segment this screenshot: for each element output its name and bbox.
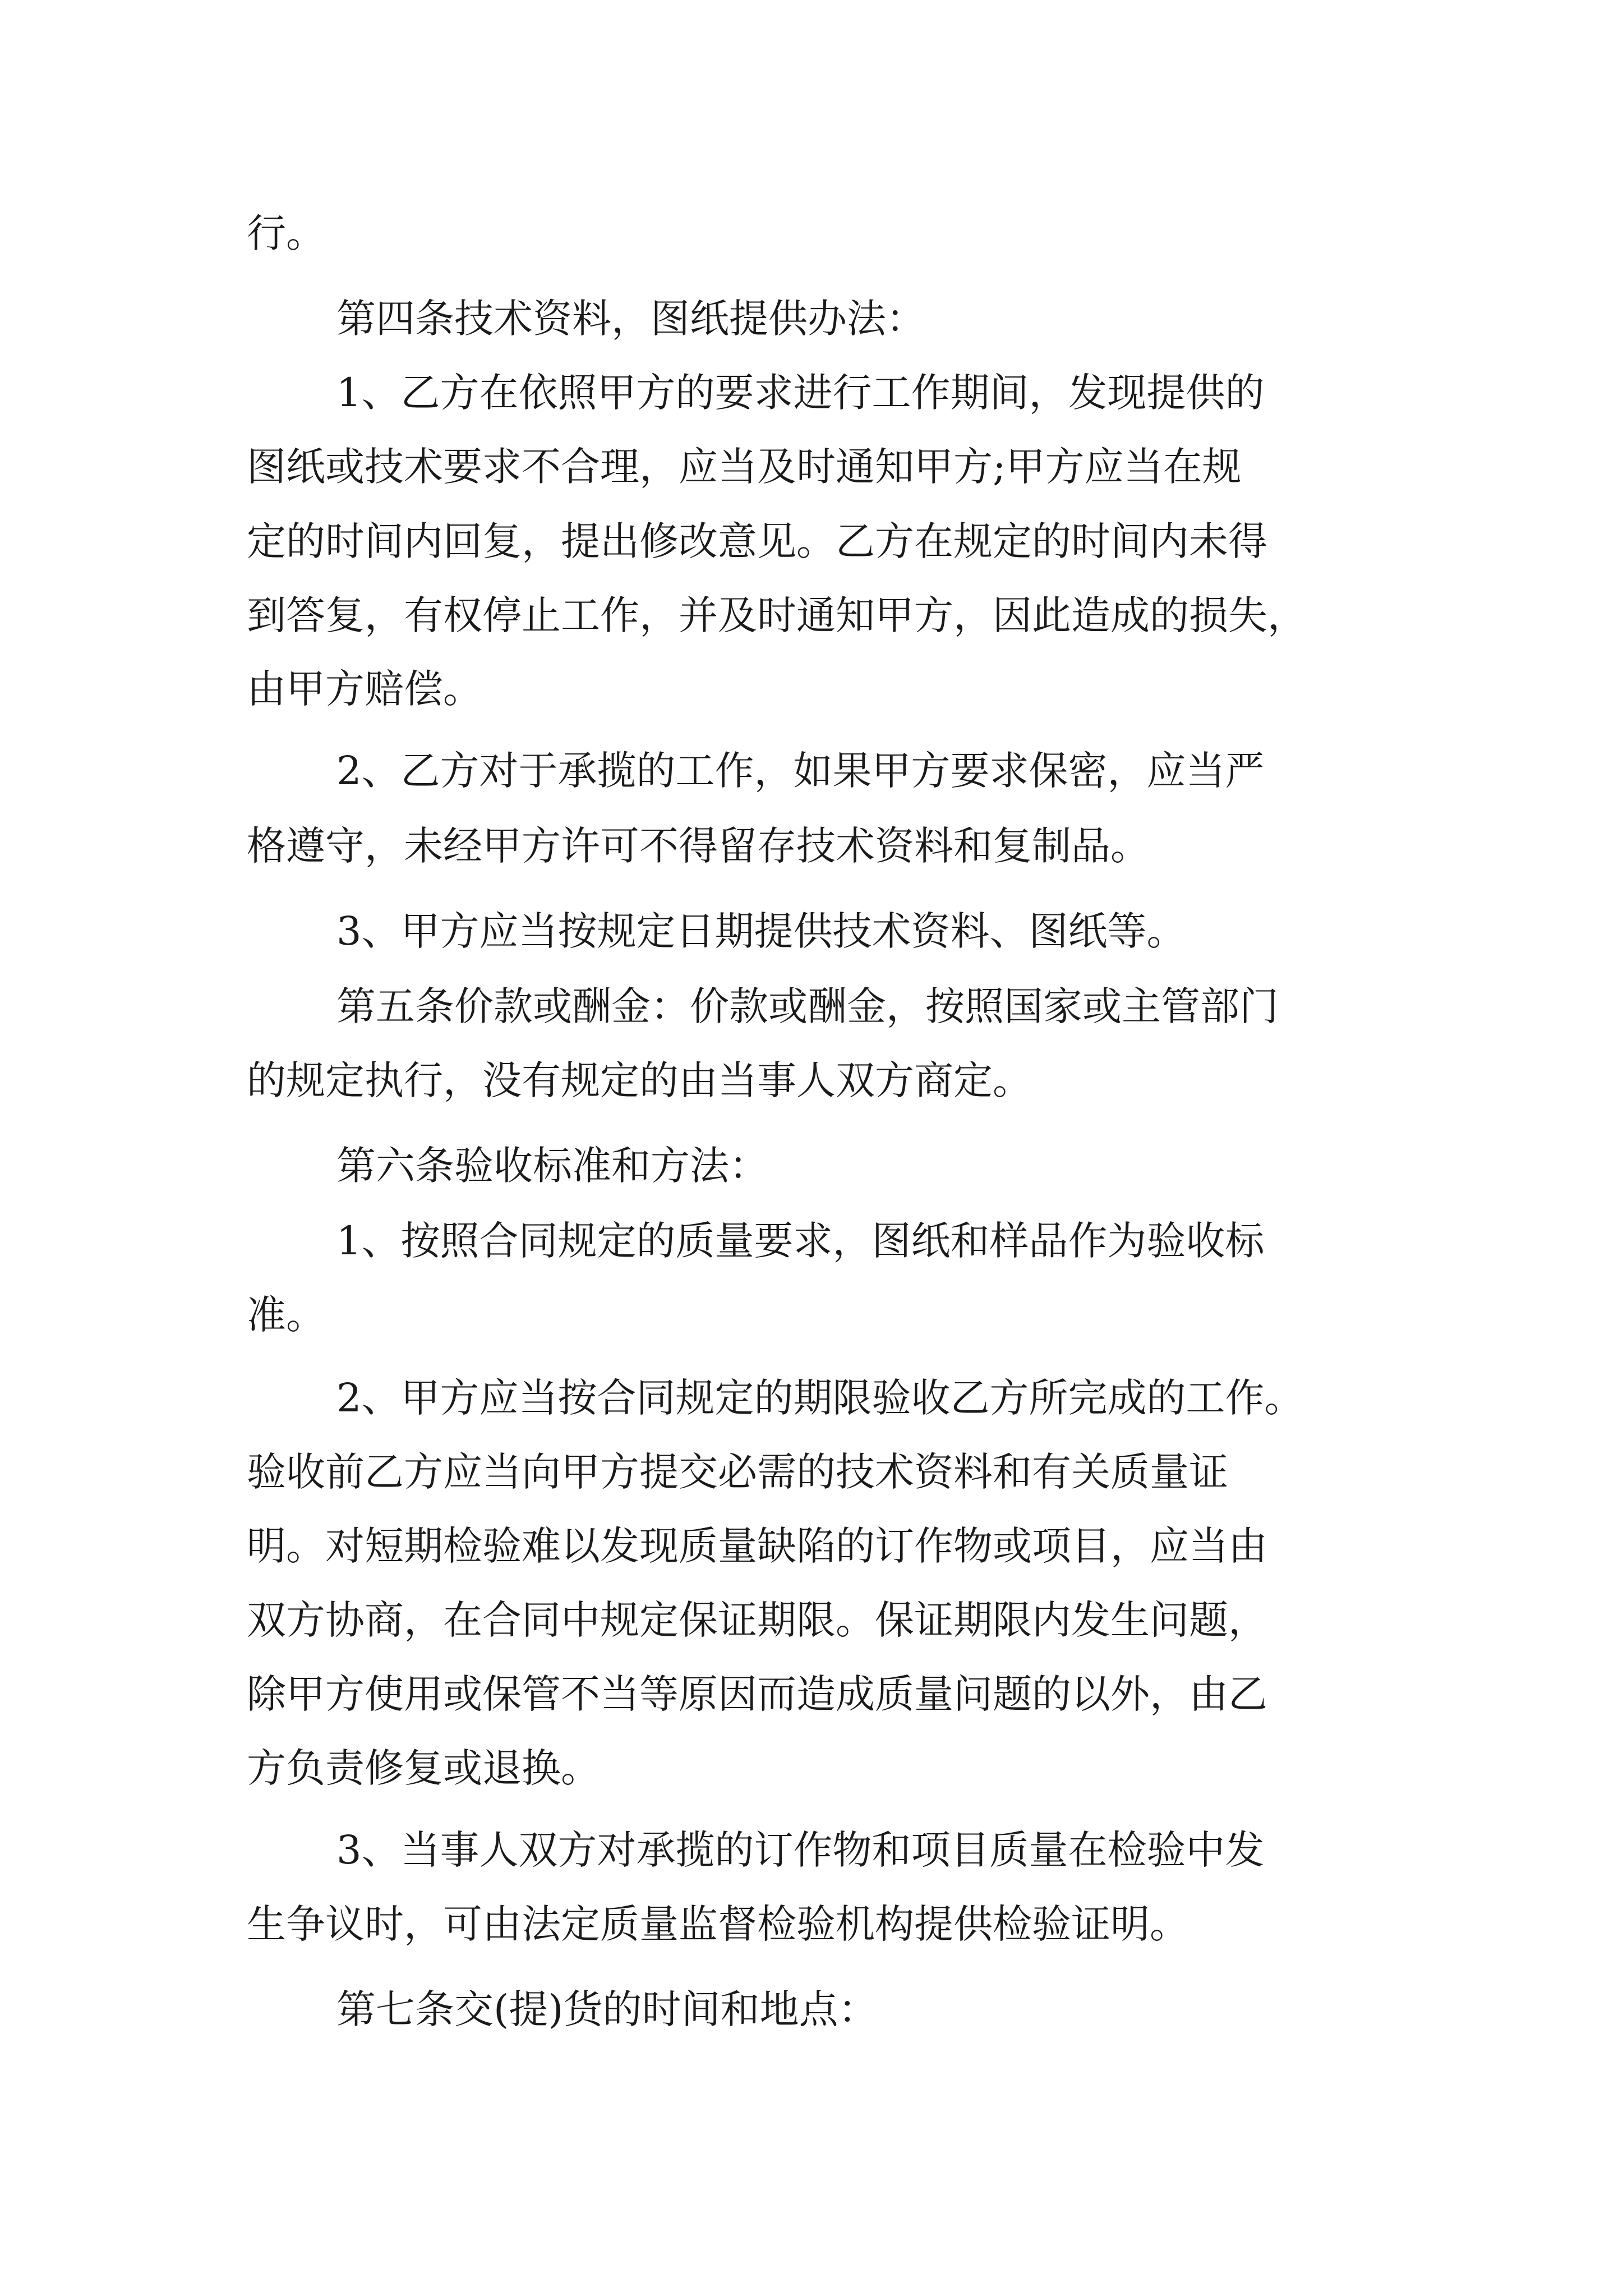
text-line: 2、乙方对于承揽的工作，如果甲方要求保密，应当严: [336, 748, 1265, 794]
text-line: 的规定执行，没有规定的由当事人双方商定。: [247, 1057, 1032, 1103]
text-line: 第四条技术资料，图纸提供办法：: [336, 296, 925, 342]
text-line: 准。: [247, 1292, 325, 1338]
text-line: 3、当事人双方对承揽的订作物和项目质量在检验中发: [336, 1827, 1265, 1873]
text-line: 1、乙方在依照甲方的要求进行工作期间，发现提供的: [336, 370, 1265, 416]
text-line: 双方协商，在合同中规定保证期限。保证期限内发生问题，: [247, 1597, 1267, 1643]
text-line: 生争议时，可由法定质量监督检验机构提供检验证明。: [247, 1901, 1189, 1947]
text-line: 方负责修复或退换。: [247, 1745, 600, 1791]
text-line: 第五条价款或酬金：价款或酬金，按照国家或主管部门: [336, 983, 1279, 1029]
text-line: 图纸或技术要求不合理，应当及时通知甲方;甲方应当在规: [247, 444, 1242, 490]
text-line: 2、甲方应当按合同规定的期限验收乙方所完成的工作。: [336, 1375, 1304, 1421]
text-line: 除甲方使用或保管不当等原因而造成质量问题的以外，由乙: [247, 1671, 1267, 1717]
text-line: 由甲方赔偿。: [247, 666, 482, 712]
text-line: 第六条验收标准和方法：: [336, 1143, 768, 1189]
text-line: 第七条交(提)货的时间和地点：: [336, 1986, 878, 2032]
text-line: 3、甲方应当按规定日期提供技术资料、图纸等。: [336, 908, 1186, 954]
text-line: 明。对短期检验难以发现质量缺陷的订作物或项目，应当由: [247, 1523, 1267, 1569]
text-line: 格遵守，未经甲方许可不得留存技术资料和复制品。: [247, 823, 1150, 869]
text-line: 1、按照合同规定的质量要求，图纸和样品作为验收标: [336, 1218, 1265, 1264]
text-line: 定的时间内回复，提出修改意见。乙方在规定的时间内未得: [247, 518, 1267, 564]
text-line: 行。: [247, 210, 325, 256]
text-line: 到答复，有权停止工作，并及时通知甲方，因此造成的损失，: [247, 592, 1307, 638]
text-line: 验收前乙方应当向甲方提交必需的技术资料和有关质量证: [247, 1449, 1228, 1495]
